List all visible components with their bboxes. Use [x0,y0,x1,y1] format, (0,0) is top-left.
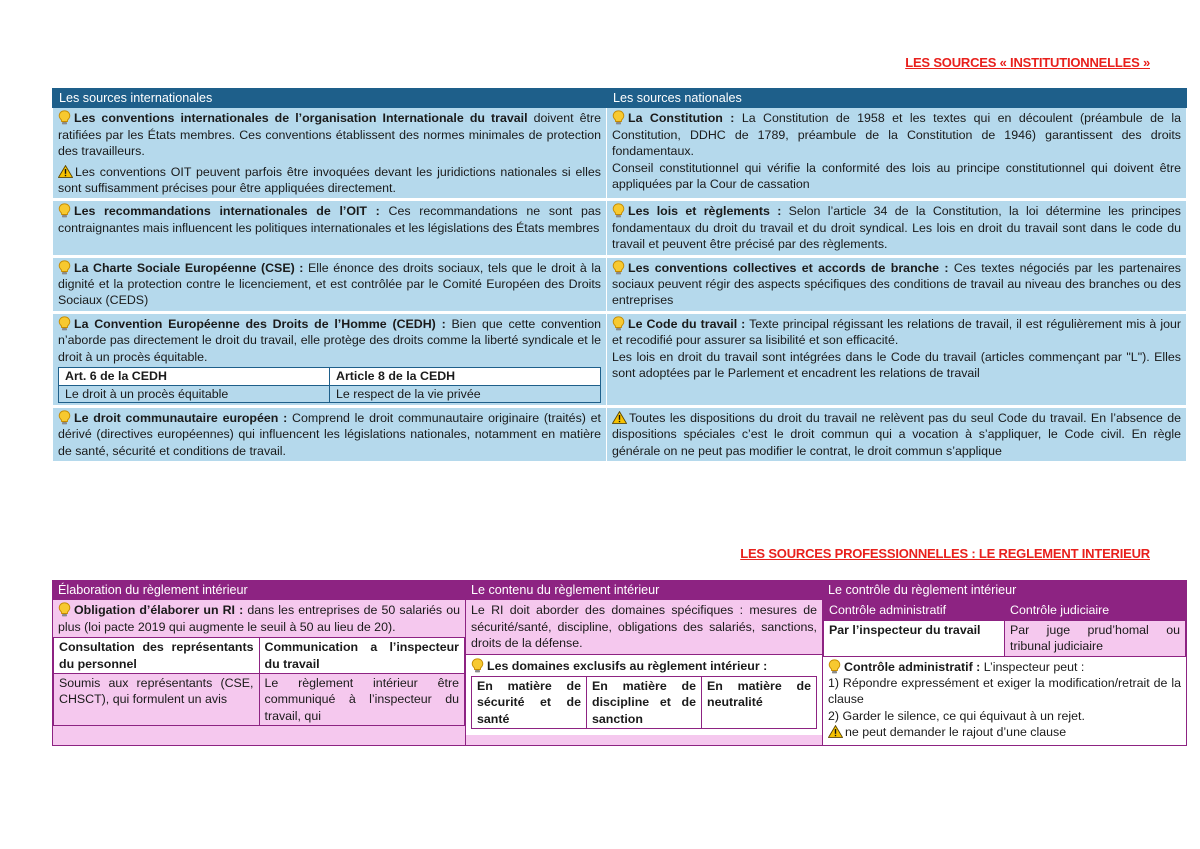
institutional-sources-table [52,88,1187,462]
cell-cedh: La Convention Européenne des Droits de l’Homme (CEDH) : Bien que cette convention n’aborde pas directement le droit du travail, elle protège des droits comme la liberté syndicale et le droit à un procès équitable. Art. 6 de la CEDH Article 8 de la CEDH Le droit à un procès équitable Le respect de la vie privée [53,312,607,406]
communication-header: Communication a l’inspecteur du travail [259,638,465,674]
lightbulb-icon [58,410,71,425]
cedh-articles-table [58,367,601,403]
lightbulb-icon [58,203,71,218]
header-contenu: Le contenu du règlement intérieur [466,581,823,600]
domaine-securite: En matière de sécurité et de santé [472,677,587,729]
controle-administratif-header: Contrôle administratif [824,601,1005,620]
lightbulb-icon [612,203,625,218]
controle-judiciaire-header: Contrôle judiciaire [1005,601,1186,620]
reglement-interieur-table [52,580,1187,746]
cell-contenu [466,600,823,745]
controle-judiciaire-value: Par juge prud’homal ou tribunal judiciaire [1005,620,1186,656]
consultation-value: Soumis aux représentants (CSE, CHSCT), qui formulent un avis [54,674,260,726]
header-national: Les sources nationales [607,89,1187,108]
header-international: Les sources internationales [53,89,607,108]
cedh-art8-value: Le respect de la vie privée [330,385,601,402]
lightbulb-icon [58,316,71,331]
domaine-neutralite: En matière de neutralité [702,677,817,729]
section-title-institutionnelles: LES SOURCES « INSTITUTIONNELLES » [905,55,1150,70]
lightbulb-icon [828,659,841,674]
lightbulb-icon [612,110,625,125]
domaine-discipline: En matière de discipline et de sanction [587,677,702,729]
controle-administratif-value: Par l’inspecteur du travail [824,620,1005,656]
domaines-exclusifs: Les domaines exclusifs au règlement intérieur : En matière de sécurité et de santé En matière de discipline et de sanction En matière de neutralité [466,654,822,736]
warning-icon [58,165,73,178]
cedh-art8-header: Article 8 de la CEDH [330,368,601,385]
cell-lois-reglements: Les lois et règlements : Selon l’article 34 de la Constitution, la loi détermine les principes fondamentaux du droit du travail et du droit syndical. Les lois en droit du travail sont dans le code du travail et peuvent être précisé par des règlements. [607,200,1187,256]
elaboration-steps-table [53,637,465,726]
header-controle: Le contrôle du règlement intérieur [823,581,1187,600]
cedh-art6-value: Le droit à un procès équitable [59,385,330,402]
cell-elaboration: Obligation d’élaborer un RI : dans les entreprises de 50 salariés ou plus (loi pacte 2019 qui augmente le seuil à 50 au lieu de 20). Consultation des représentants du personnel Communication a l’inspecteur du travail Soumis aux représentants (CSE, CHSCT), qui formulent un avis Le règlement intérieur être communiqué à l’inspecteur du travail, qui [53,600,466,745]
cell-droit-communautaire: Le droit communautaire européen : Comprend le droit communautaire originaire (traités) et dérivé (directives européennes) qui influencent les législations nationales, notamment en matière de santé, sécurité et conditions de travail. [53,406,607,461]
lightbulb-icon [612,260,625,275]
cell-oit-recommendations: Les recommandations internationales de l’OIT : Ces recommandations ne sont pas contraignantes mais influencent les politiques internationales et les législations des États membres [53,200,607,256]
warning-icon [828,725,843,738]
cedh-art6-header: Art. 6 de la CEDH [59,368,330,385]
warning-icon [612,411,627,424]
cell-charte-sociale: La Charte Sociale Européenne (CSE) : Elle énonce des droits sociaux, tels que le droit à la dignité et la protection contre le licenciement, et est contrôlée par le Comité Européen des Droits Sociaux (CEDS) [53,256,607,312]
lightbulb-icon [58,602,71,617]
header-elaboration: Élaboration du règlement intérieur [53,581,466,600]
cell-constitution: La Constitution : La Constitution de 1958 et les textes qui en découlent (préambule de la Constitution, DDHC de 1789, préambule de la Constitution de 1946) garantissent des droits fondamentaux. Conseil constitutionnel qui vérifie la conformité des lois au principe constitutionnel qui doivent être appliquées par la Cour de cassation [607,108,1187,200]
cell-droit-commun-warning: Toutes les dispositions du droit du travail ne relèvent pas du seul Code du travail. En l’absence de dispositions spéciales c’est le droit commun qui a vocation à s’appliquer, le Code civil. En règle générale on ne peut pas modifier le contrat, le droit commun s’applique [607,406,1187,461]
controle-types-table [823,600,1186,656]
section-title-professionnelles: LES SOURCES PROFESSIONNELLES : LE REGLEMENT INTERIEUR [740,546,1150,561]
domaines-table [471,676,817,729]
lightbulb-icon [58,110,71,125]
controle-administratif-details: Contrôle administratif : L’inspecteur peut : 1) Répondre expressément et exiger la modification/retrait de la clause 2) Garder le silence, ce qui équivaut à un rejet. ne peut demander le rajout d’une clause [823,657,1186,745]
contenu-text: Le RI doit aborder des domaines spécifiques : mesures de sécurité/santé, discipline, obligations des salariés, sanctions, droits de la défense. [471,603,817,651]
cell-oit-conventions: Les conventions internationales de l’organisation Internationale du travail doivent être ratifiées par les États membres. Ces conventions établissent des normes minimales de protection des travailleurs. Les conventions OIT peuvent parfois être invoquées devant les juridictions nationales si elles sont suffisamment précises pour être appliquées directement. [53,108,607,200]
consultation-header: Consultation des représentants du personnel [54,638,260,674]
lightbulb-icon [58,260,71,275]
lightbulb-icon [612,316,625,331]
lightbulb-icon [471,658,484,673]
cell-code-du-travail: Le Code du travail : Texte principal régissant les relations de travail, il est régulièrement mis à jour et recodifié pour assurer sa lisibilité et son efficacité. Les lois en droit du travail sont intégrées dans le Code du travail (articles commençant par "L"). Elles sont adoptées par le Parlement et encadrent les relations de travail [607,312,1187,406]
cell-conventions-collectives: Les conventions collectives et accords de branche : Ces textes négociés par les partenaires sociaux peuvent régir des aspects spécifiques des conditions de travail au niveau des branches ou des entreprises [607,256,1187,312]
communication-value: Le règlement intérieur être communiqué à l’inspecteur du travail, qui [259,674,465,726]
cell-controle [823,600,1187,745]
